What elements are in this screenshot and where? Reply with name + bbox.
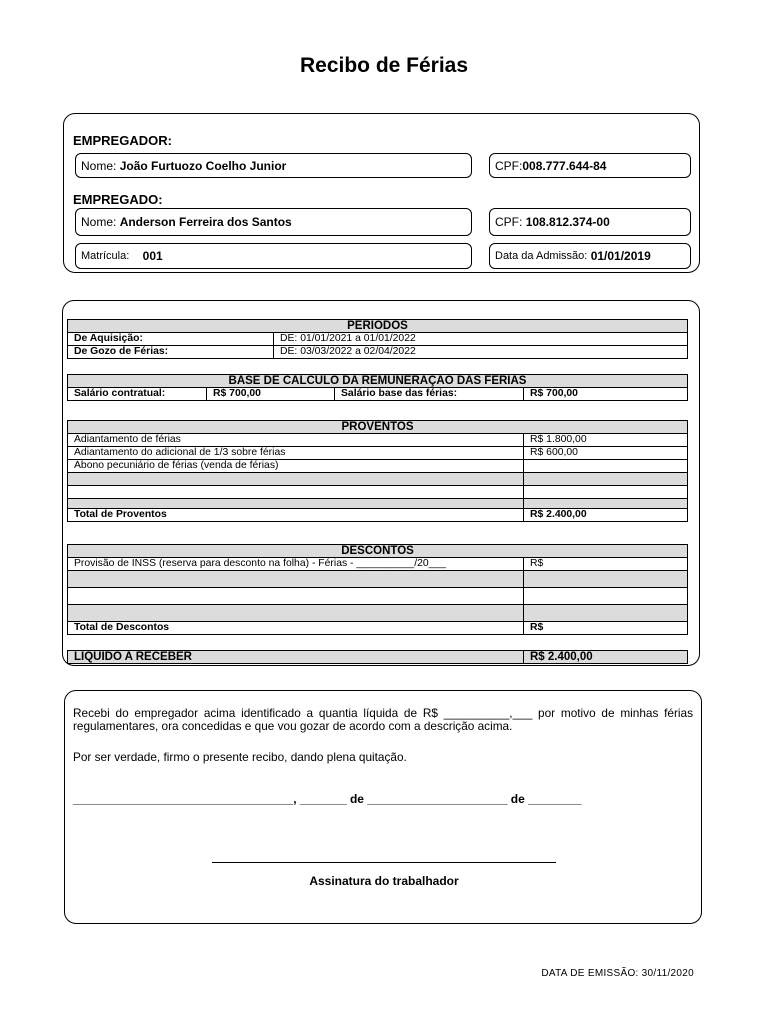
table-row <box>68 346 688 359</box>
earning-value: R$ 1.800,00 <box>524 434 688 447</box>
earning-value <box>524 473 688 486</box>
employee-name: Anderson Ferreira dos Santos <box>119 215 292 229</box>
table-row <box>68 388 688 401</box>
acquisition-period-label: De Aquisição: <box>68 333 274 346</box>
earning-label <box>68 473 524 486</box>
net-pay-value: R$ 2.400,00 <box>524 651 688 664</box>
earning-label <box>68 499 524 509</box>
deduction-value: R$ <box>524 558 688 571</box>
contract-salary-value: R$ 700,00 <box>207 388 335 401</box>
earning-label: Abono pecuniário de férias (venda de férias) <box>68 460 524 473</box>
signature-line <box>212 862 556 863</box>
table-row <box>68 333 688 346</box>
employer-cpf-label: CPF: <box>495 158 523 173</box>
deduction-label <box>68 588 524 605</box>
earnings-header: PROVENTOS <box>68 421 688 434</box>
table-row <box>68 460 688 473</box>
table-row <box>68 588 688 605</box>
employee-name-label: Nome: <box>81 215 117 229</box>
page-title: Recibo de Férias <box>299 54 469 77</box>
table-row <box>68 447 688 460</box>
deduction-value <box>524 588 688 605</box>
earnings-total-label: Total de Proventos <box>68 509 524 522</box>
place-date-line: _________________________________, _______ de _____________________ de ________ <box>73 792 582 806</box>
vacation-period-label: De Gozo de Férias: <box>68 346 274 359</box>
issue-date: DATA DE EMISSÃO: 30/11/2020 <box>541 968 694 979</box>
earning-label: Adiantamento do adicional de 1/3 sobre férias <box>68 447 524 460</box>
table-row <box>68 622 688 635</box>
employee-label: EMPREGADO: <box>73 192 163 207</box>
employer-name-field <box>75 153 472 178</box>
employee-cpf-label: CPF: <box>495 215 523 229</box>
table-row <box>68 605 688 622</box>
deduction-label <box>68 605 524 622</box>
earnings-table <box>67 420 688 522</box>
admission-date-field <box>489 243 691 269</box>
deduction-value <box>524 571 688 588</box>
employer-label: EMPREGADOR: <box>73 133 172 148</box>
earning-value <box>524 499 688 509</box>
deductions-table <box>67 544 688 635</box>
base-header: BASE DE CÁLCULO DA REMUNERAÇÃO DAS FÉRIAS <box>68 375 688 388</box>
periods-header: PERÍODOS <box>68 320 688 333</box>
earning-value <box>524 486 688 499</box>
receipt-statement: Recebi do empregador acima identificado a quantia líquida de R$ __________,___ por motivo de minhas férias regulamentares, ora concedidas e que vou gozar de acordo com a descrição acima. <box>73 706 693 733</box>
periods-table <box>67 319 688 359</box>
employee-cpf-field <box>489 208 691 236</box>
employer-cpf: 008.777.644-84 <box>522 158 607 173</box>
deductions-total-value: R$ <box>524 622 688 635</box>
admission-date-label: Data da Admissão: <box>495 250 588 262</box>
deduction-label: Provisão de INSS (reserva para desconto na folha) - Férias - __________/20___ <box>68 558 524 571</box>
earnings-total-value: R$ 2.400,00 <box>524 509 688 522</box>
earning-value: R$ 600,00 <box>524 447 688 460</box>
acquisition-period-value: DE: 01/01/2021 a 01/01/2022 <box>274 333 688 346</box>
registration-label: Matrícula: <box>81 250 130 262</box>
contract-salary-label: Salário contratual: <box>68 388 207 401</box>
deductions-total-label: Total de Descontos <box>68 622 524 635</box>
employee-cpf: 108.812.374-00 <box>525 215 610 229</box>
table-row <box>68 434 688 447</box>
base-table <box>67 374 688 401</box>
table-row <box>68 571 688 588</box>
net-pay-label: LÍQUIDO A RECEBER <box>68 651 524 664</box>
earning-label: Adiantamento de férias <box>68 434 524 447</box>
employer-name: João Furtuozo Coelho Junior <box>119 158 287 173</box>
deduction-label <box>68 571 524 588</box>
vacation-period-value: DE: 03/03/2022 a 02/04/2022 <box>274 346 688 359</box>
registration-number: 001 <box>142 249 163 263</box>
base-salary-label: Salário base das férias: <box>335 388 524 401</box>
net-pay-table <box>67 650 688 664</box>
employee-name-field <box>75 208 472 236</box>
base-salary-value: R$ 700,00 <box>524 388 688 401</box>
table-row <box>68 486 688 499</box>
table-row <box>68 509 688 522</box>
table-row <box>68 558 688 571</box>
table-row <box>68 651 688 664</box>
admission-date: 01/01/2019 <box>590 249 651 263</box>
receipt-declaration: Por ser verdade, firmo o presente recibo, dando plena quitação. <box>73 750 407 764</box>
earning-value <box>524 460 688 473</box>
table-row <box>68 499 688 509</box>
employer-name-label: Nome: <box>81 158 117 173</box>
table-row <box>68 473 688 486</box>
deductions-header: DESCONTOS <box>68 545 688 558</box>
deduction-value <box>524 605 688 622</box>
earning-label <box>68 486 524 499</box>
employer-cpf-field <box>489 153 691 178</box>
signature-label: Assinatura do trabalhador <box>309 874 459 888</box>
registration-field <box>75 243 472 269</box>
